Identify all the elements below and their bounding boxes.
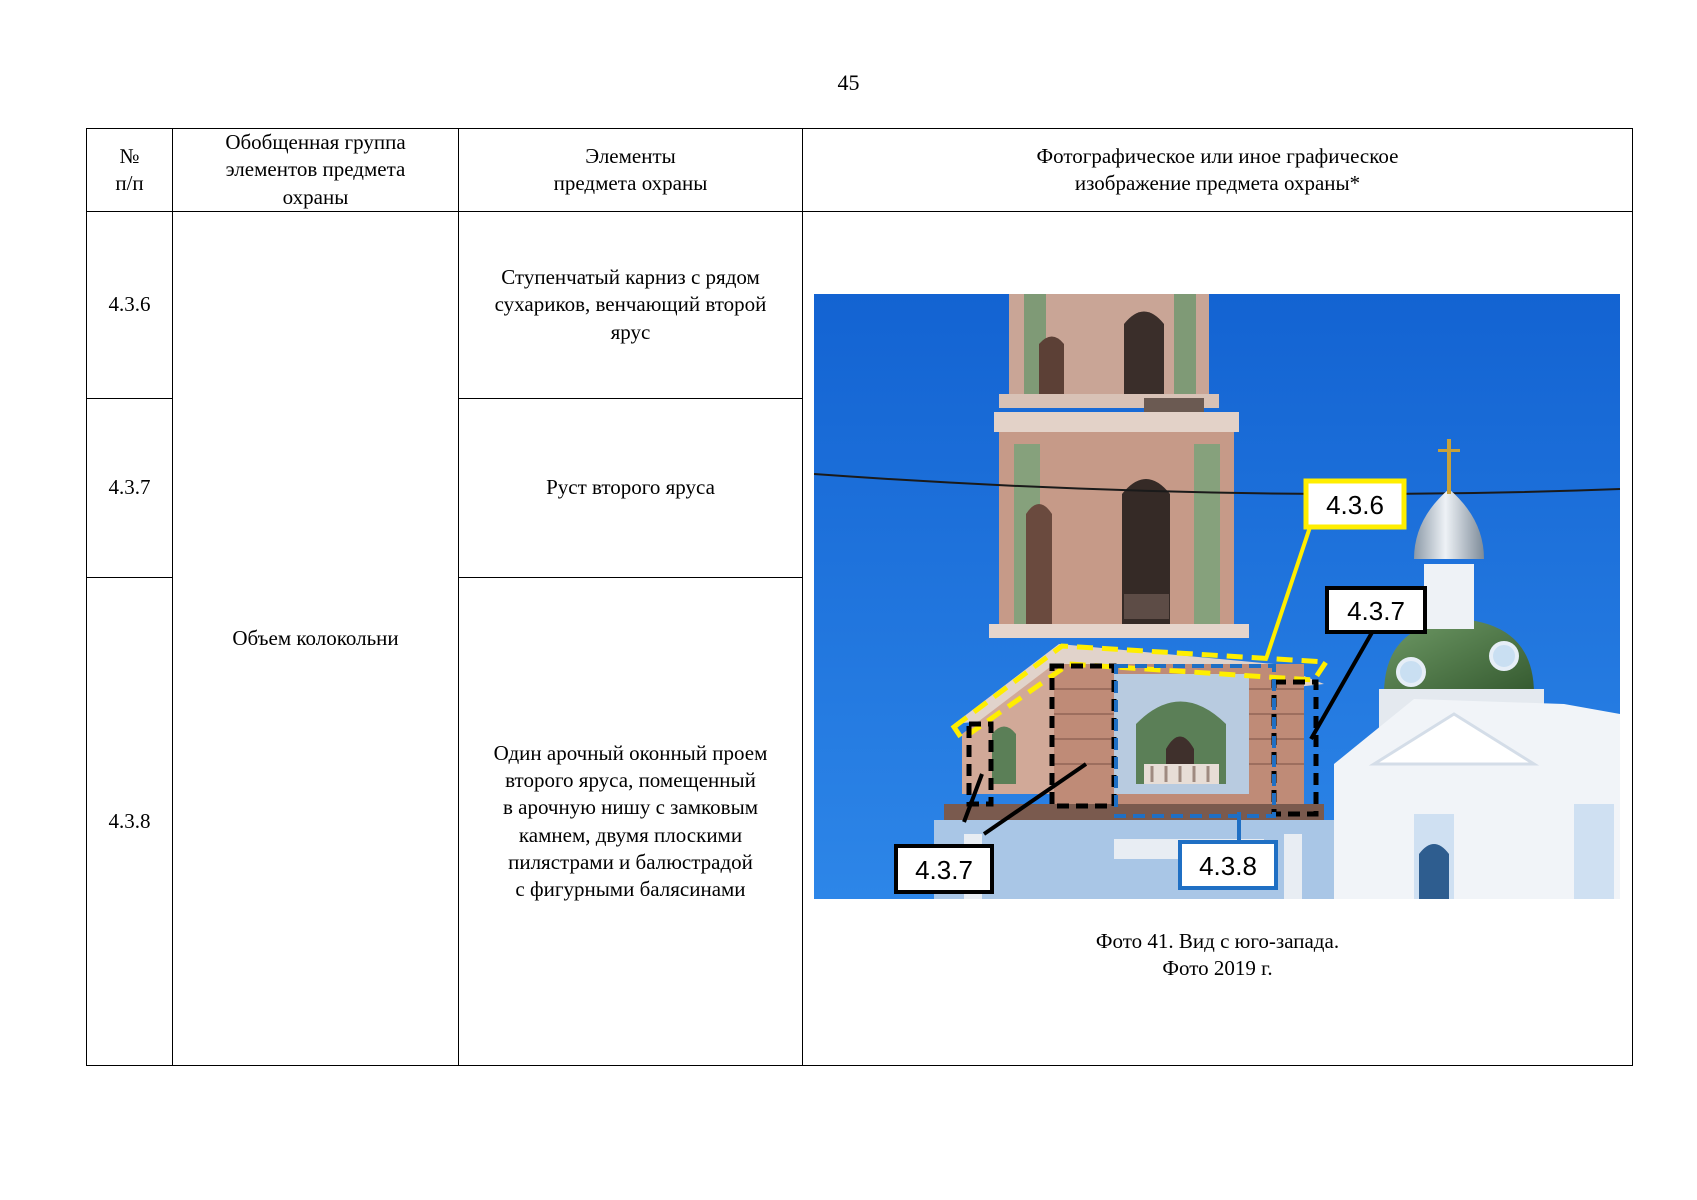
header-elements-line: предмета охраны: [553, 171, 708, 195]
label-4-3-8-text: 4.3.8: [1199, 851, 1257, 881]
element-line: ярус: [610, 319, 651, 344]
header-group-line: Обобщенная группа: [225, 130, 406, 155]
element-line: пилястрами и балюстрадой: [508, 849, 753, 874]
element-description: [459, 399, 803, 578]
group-cell: Объем колокольни: [173, 212, 459, 1066]
label-4-3-7-right-text: 4.3.7: [1347, 596, 1405, 626]
element-line: сухариков, венчающий второй: [494, 292, 767, 317]
header-image-line: изображение предмета охраны*: [1074, 171, 1361, 195]
row-number: 4.3.7: [87, 399, 173, 578]
label-4-3-7-right: [1327, 588, 1425, 632]
row-number: 4.3.6: [87, 212, 173, 399]
page-number: 45: [837, 70, 860, 95]
element-line: Руст второго яруса: [546, 475, 715, 500]
caption-line: Фото 41. Вид с юго-запада.: [1095, 929, 1340, 953]
table-header-row: [87, 129, 1633, 212]
label-4-3-7-left-text: 4.3.7: [915, 855, 973, 885]
element-line: камнем, двумя плоскими: [518, 822, 743, 847]
header-number-line: п/п: [115, 171, 144, 195]
photo-cell: [803, 212, 1633, 1066]
caption-line: Фото 2019 г.: [1162, 956, 1273, 981]
label-4-3-8: [1180, 842, 1276, 888]
element-line: Один арочный оконный проем: [493, 740, 768, 765]
header-image-line: Фотографическое или иное графическое: [1036, 143, 1399, 168]
label-4-3-7-left: [896, 846, 992, 892]
element-description: [459, 578, 803, 1066]
header-group-line: элементов предмета: [225, 157, 406, 182]
photo-caption: [803, 928, 1632, 983]
row-number: 4.3.8: [87, 578, 173, 1066]
element-line: в арочную нишу с замковым: [502, 795, 758, 820]
element-line: с фигурными балясинами: [515, 877, 746, 902]
header-elements-line: Элементы: [585, 143, 676, 168]
protected-elements-table: [86, 128, 1633, 1066]
header-image: [803, 129, 1633, 212]
header-group: [173, 129, 459, 212]
middle-tier: [989, 412, 1249, 638]
table-row: [87, 212, 1633, 399]
upper-tier: [999, 294, 1219, 414]
label-4-3-6: [1306, 481, 1404, 527]
element-description: [459, 212, 803, 399]
bell-tower-photo: [814, 294, 1620, 899]
label-4-3-6-text: 4.3.6: [1326, 490, 1384, 520]
header-number-line: №: [119, 143, 140, 168]
element-line: второго яруса, помещенный: [505, 767, 756, 792]
header-elements: [459, 129, 803, 212]
element-line: Ступенчатый карниз с рядом: [501, 265, 760, 290]
header-group-line: охраны: [282, 184, 349, 209]
header-number: [87, 129, 173, 212]
